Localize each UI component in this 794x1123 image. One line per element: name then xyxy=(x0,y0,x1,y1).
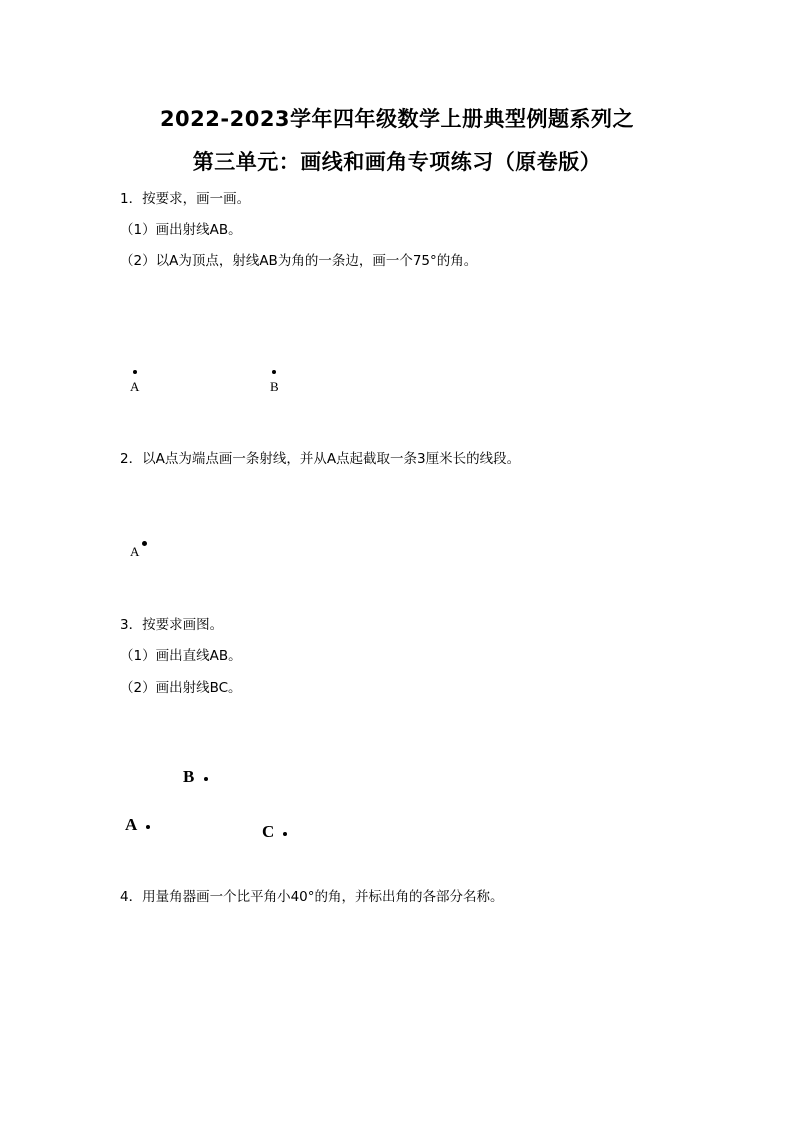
question-3-part-2: （2）画出射线BC。 xyxy=(120,680,242,696)
page-title-line1: 2022-2023学年四年级数学上册典型例题系列之 xyxy=(159,107,635,131)
point-a-dot xyxy=(142,541,147,546)
question-1-part-1: （1）画出射线AB。 xyxy=(120,222,242,238)
point-a-dot xyxy=(146,825,150,829)
point-b-dot xyxy=(204,777,208,781)
question-1-stem: 1．按要求，画一画。 xyxy=(120,191,251,207)
point-b-label: B xyxy=(270,379,279,394)
point-a-label: A xyxy=(125,815,138,834)
point-c-label: C xyxy=(262,822,275,841)
point-a-dot xyxy=(133,370,137,374)
question-2-stem: 2．以A点为端点画一条射线，并从A点起截取一条3厘米长的线段。 xyxy=(120,451,521,467)
question-4-stem: 4．用量角器画一个比平角小40°的角，并标出角的各部分名称。 xyxy=(120,889,504,905)
point-b-dot xyxy=(272,370,276,374)
point-c-dot xyxy=(283,832,287,836)
page-title-line2: 第三单元：画线和画角专项练习（原卷版） xyxy=(192,150,602,174)
point-b-label: B xyxy=(183,767,195,786)
question-3-stem: 3．按要求画图。 xyxy=(120,617,224,633)
point-a-label: A xyxy=(130,544,140,559)
question-1-part-2: （2）以A为顶点，射线AB为角的一条边，画一个75°的角。 xyxy=(120,253,478,269)
question-3-part-1: （1）画出直线AB。 xyxy=(120,648,242,664)
point-a-label: A xyxy=(130,379,140,394)
